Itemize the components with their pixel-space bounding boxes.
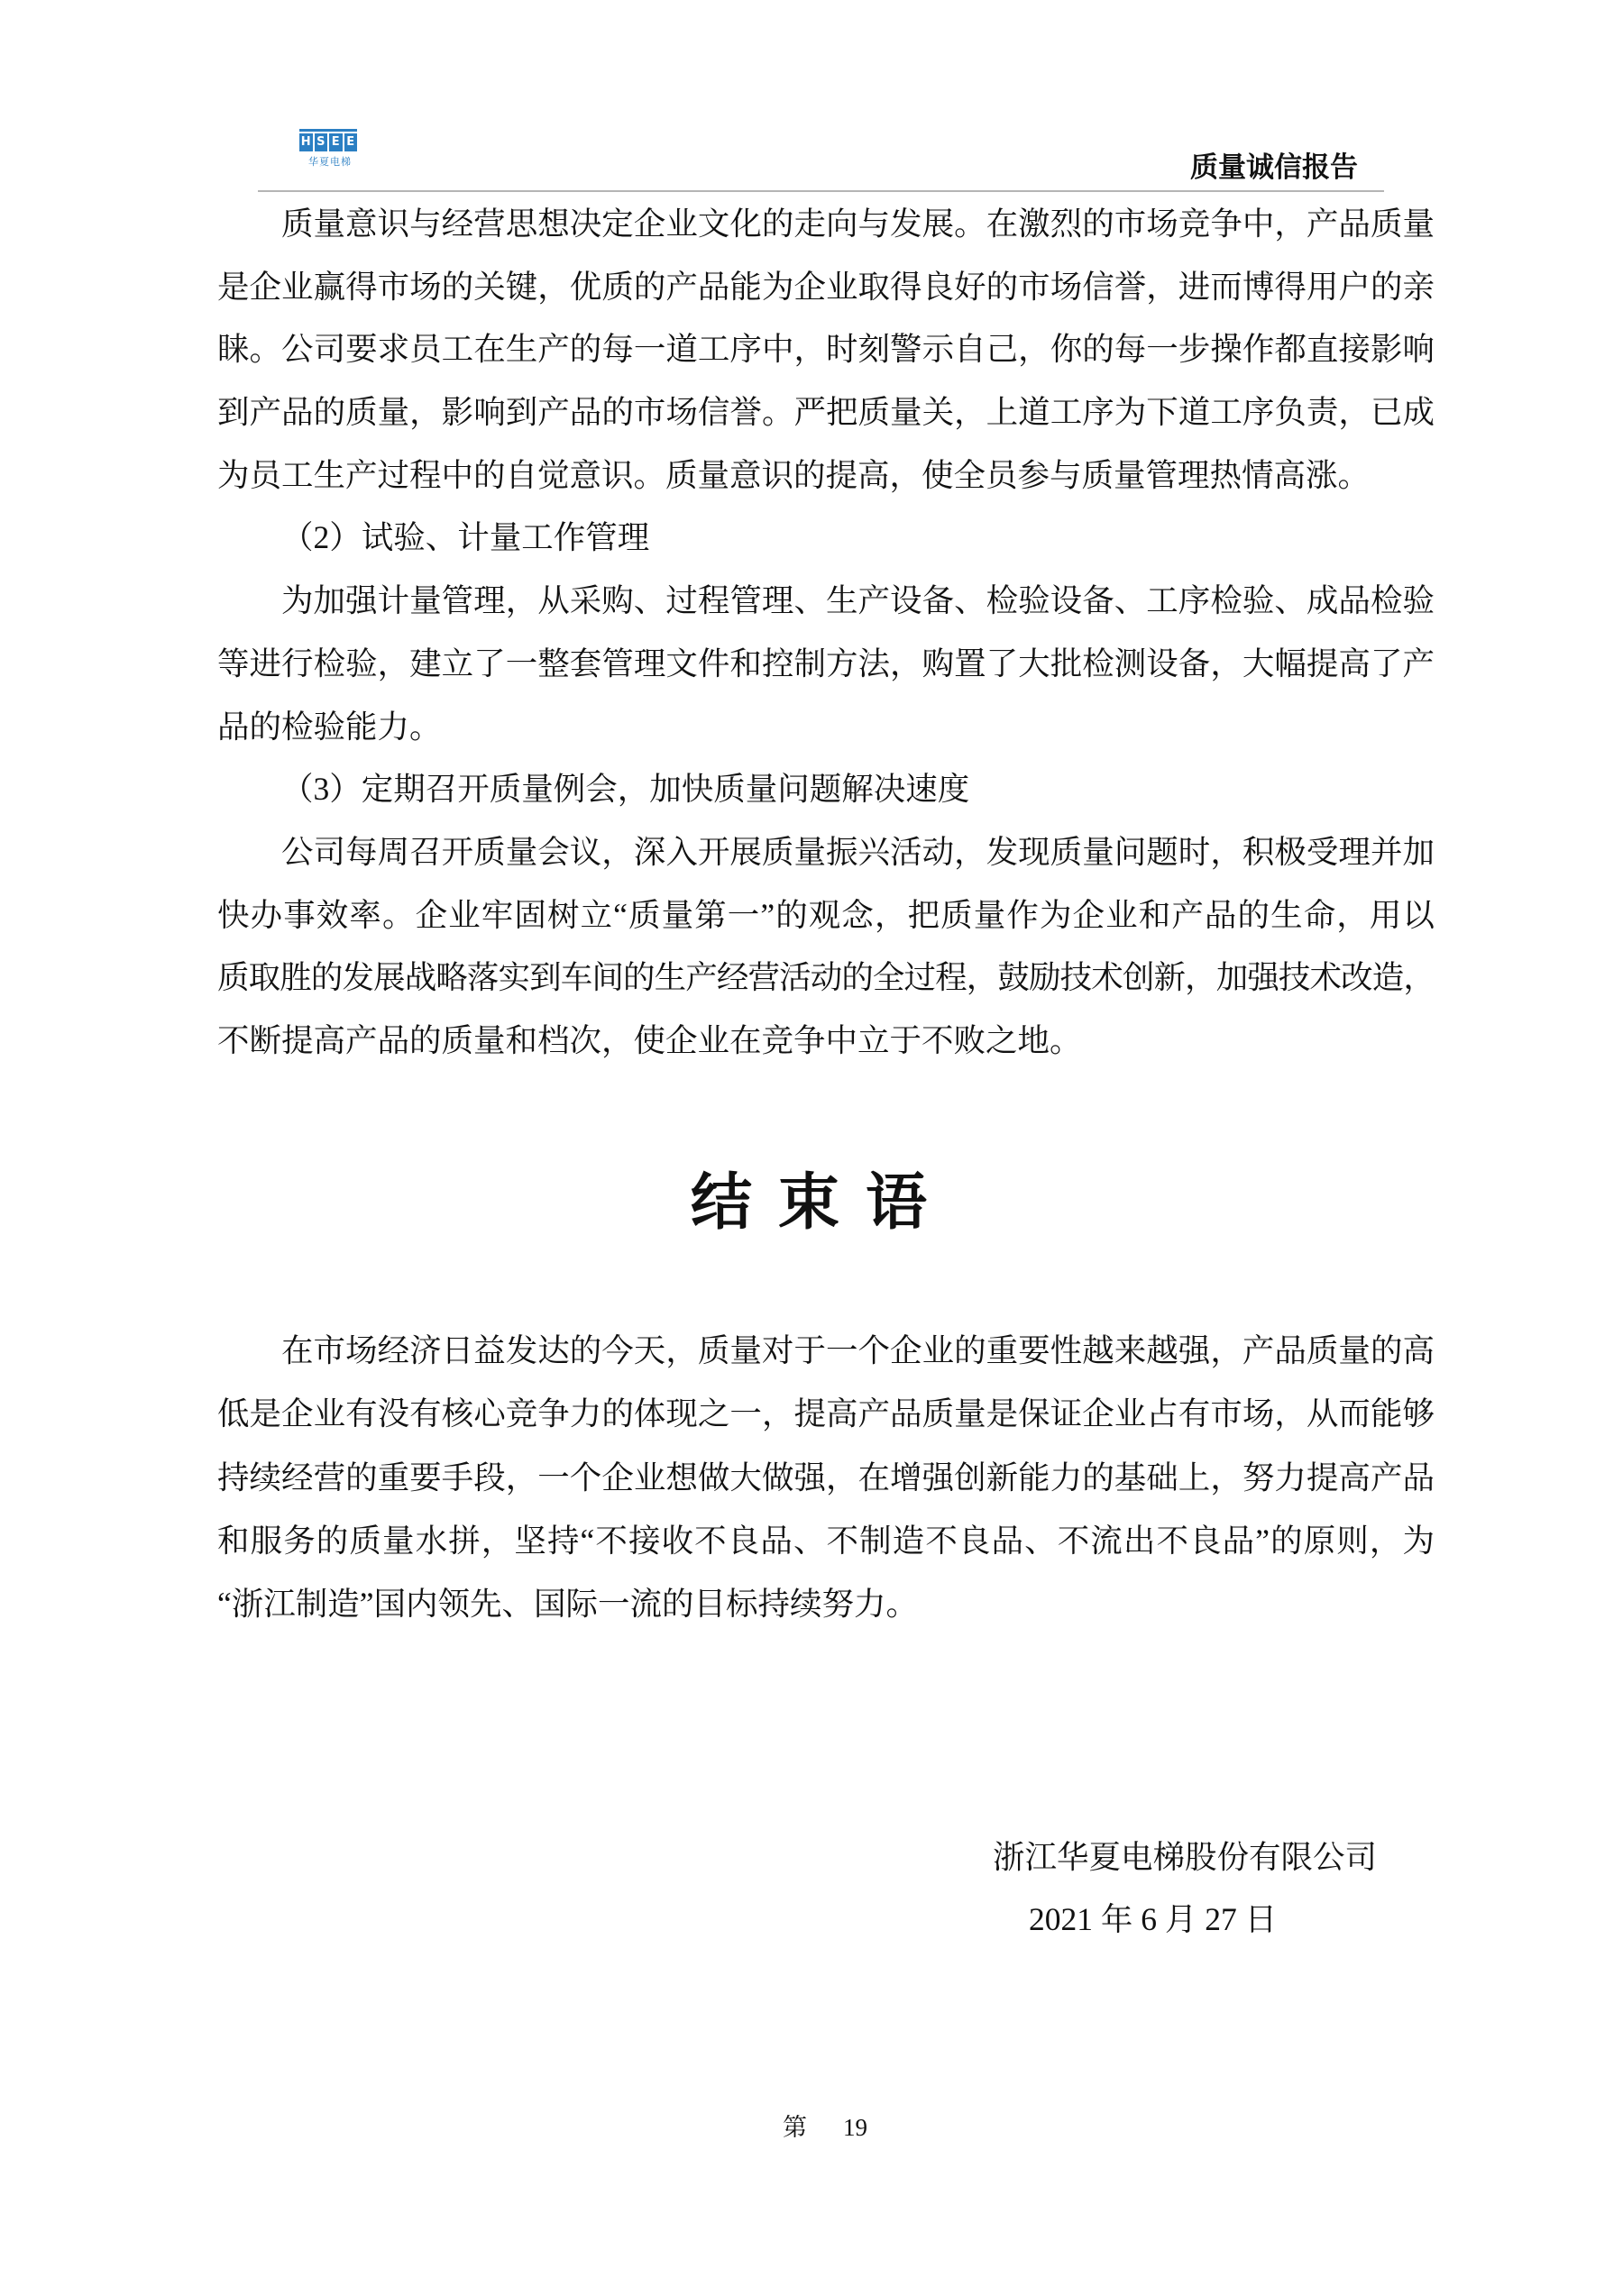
- paragraph-line: 低是企业有没有核心竞争力的体现之一，提高产品质量是保证企业占有市场，从而能够: [217, 1395, 1435, 1432]
- header-report-title: 质量诚信报告: [1190, 151, 1358, 183]
- conclusion-paragraph: [217, 1319, 1435, 1635]
- paragraph-line: 公司每周召开质量会议，深入开展质量振兴活动，发现质量问题时，积极受理并加: [281, 833, 1435, 870]
- section-heading: （2）试验、计量工作管理: [281, 519, 650, 556]
- logo-letter: E: [344, 133, 358, 151]
- conclusion-title: 结 束 语: [690, 1168, 932, 1237]
- paragraph-line: 快办事效率。企业牢固树立“质量第一”的观念，把质量作为企业和产品的生命，用以: [217, 896, 1435, 933]
- page-number: 19: [843, 2114, 867, 2141]
- paragraph-line: 品的检验能力。: [217, 708, 442, 745]
- paragraph-line: 等进行检验，建立了一整套管理文件和控制方法，购置了大批检测设备，大幅提高了产: [217, 645, 1435, 681]
- paragraph-line: 和服务的质量水拼，坚持“不接收不良品、不制造不良品、不流出不良品”的原则，为: [217, 1522, 1435, 1559]
- paragraph-line: 到产品的质量，影响到产品的市场信誉。严把质量关，上道工序为下道工序负责，已成: [217, 394, 1435, 431]
- logo-letter: E: [329, 133, 343, 151]
- paragraph-quality-awareness: [217, 193, 1435, 507]
- logo-letter: S: [315, 133, 328, 151]
- paragraph-quality-meetings: [217, 821, 1435, 1073]
- logo-bar: [299, 129, 357, 132]
- signature-company: 浙江华夏电梯股份有限公司: [993, 1839, 1378, 1875]
- page-number-label: 第: [783, 2114, 807, 2141]
- header-divider: [258, 190, 1384, 192]
- logo-caption: 华夏电梯: [308, 156, 352, 168]
- logo-letters: [299, 133, 357, 151]
- paragraph-line: 在市场经济日益发达的今天，质量对于一个企业的重要性越来越强，产品质量的高: [281, 1332, 1435, 1368]
- signature-date: 2021 年 6 月 27 日: [1029, 1901, 1278, 1937]
- paragraph-line: 质取胜的发展战略落实到车间的生产经营活动的全过程，鼓励技术创新，加强技术改造，: [217, 959, 1435, 996]
- paragraph-line: “浙江制造”国内领先、国际一流的目标持续努力。: [217, 1586, 919, 1623]
- paragraph-line: 质量意识与经营思想决定企业文化的走向与发展。在激烈的市场竞争中，产品质量: [281, 206, 1435, 242]
- paragraph-line: 不断提高产品的质量和档次，使企业在竞争中立于不败之地。: [217, 1021, 1082, 1058]
- paragraph-line: 是企业赢得市场的关键，优质的产品能为企业取得良好的市场信誉，进而博得用户的亲: [217, 268, 1435, 305]
- body-text: [217, 193, 1435, 1073]
- section-heading: （3）定期召开质量例会，加快质量问题解决速度: [281, 771, 970, 808]
- paragraph-line: 为加强计量管理，从采购、过程管理、生产设备、检验设备、工序检验、成品检验: [281, 582, 1435, 619]
- paragraph-line: 为员工生产过程中的自觉意识。质量意识的提高，使全员参与质量管理热情高涨。: [217, 456, 1371, 493]
- logo-letter: H: [299, 133, 313, 151]
- paragraph-line: 持续经营的重要手段，一个企业想做大做强，在增强创新能力的基础上，努力提高产品: [217, 1459, 1435, 1496]
- paragraph-measurement: [217, 570, 1435, 758]
- company-logo: [299, 129, 359, 172]
- paragraph-line: 睐。公司要求员工在生产的每一道工序中，时刻警示自己，你的每一步操作都直接影响: [217, 331, 1435, 368]
